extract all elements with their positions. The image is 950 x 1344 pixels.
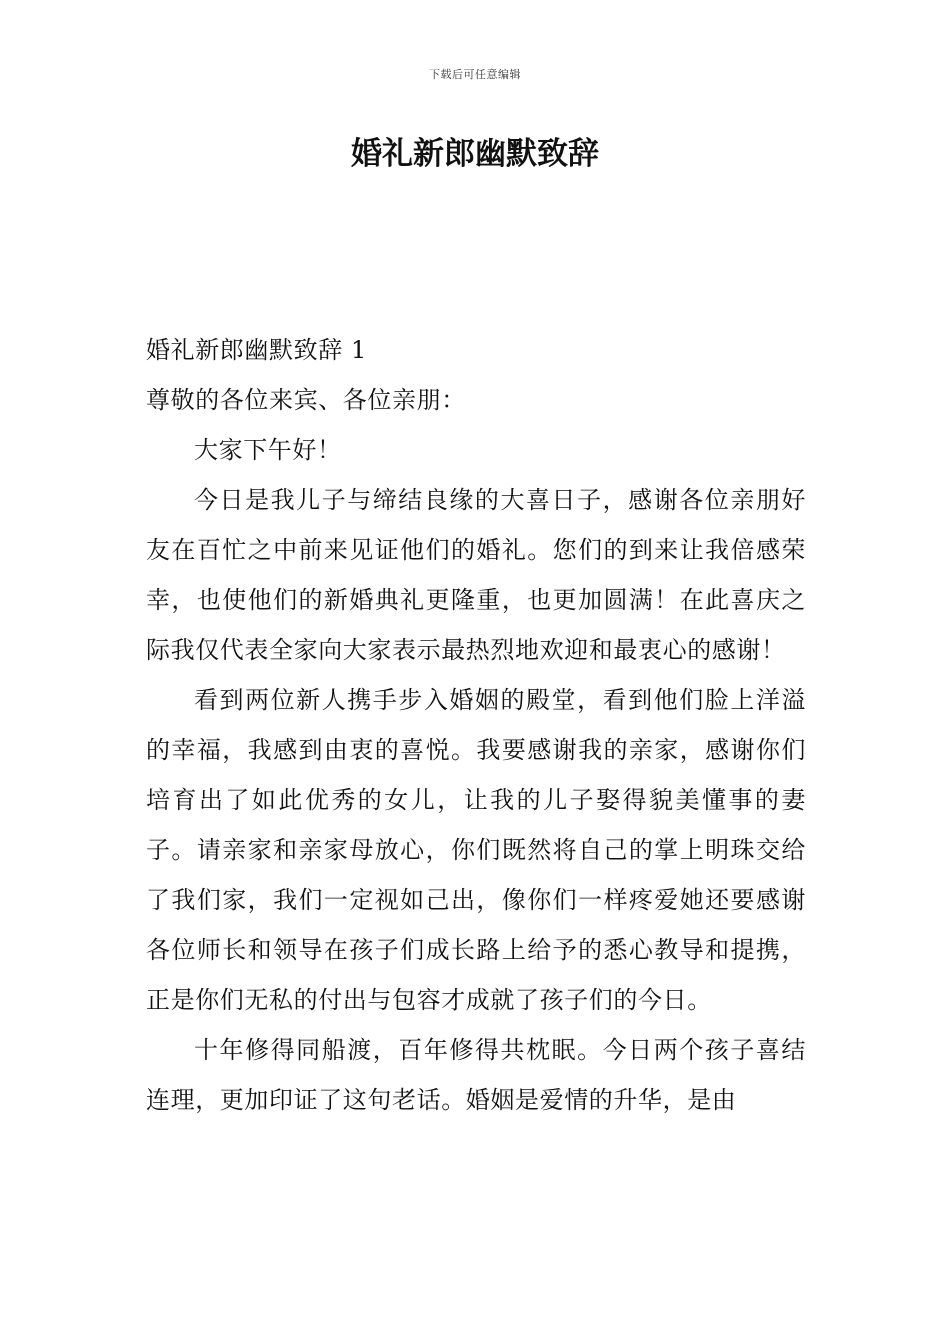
paragraph-greeting: 大家下午好！ (194, 436, 342, 464)
paragraph-thanks: 今日是我儿子与缔结良缘的大喜日子，感谢各位亲朋好友在百忙之中前来见证他们的婚礼。您们的到来让我倍感荣幸，也使他们的新婚典礼更隆重，也更加圆满！在此喜庆之际我仅代表全家向大家表示最热烈地欢迎和最衷心的感谢！ (146, 486, 806, 664)
document-title: 婚礼新郎幽默致辞 (351, 136, 599, 172)
paragraph-in-laws: 看到两位新人携手步入婚姻的殿堂，看到他们脸上洋溢的幸福，我感到由衷的喜悦。我要感谢我的亲家，感谢你们培育出了如此优秀的女儿，让我的儿子娶得貌美懂事的妻子。请亲家和亲家母放心，你们既然将自己的掌上明珠交给了我们家，我们一定视如己出，像你们一样疼爱她还要感谢各位师长和领导在孩子们成长路上给予的悉心教导和提携，正是你们无私的付出与包容才成就了孩子们的今日。 (146, 686, 806, 1014)
salutation: 尊敬的各位来宾、各位亲朋： (146, 386, 466, 414)
header-note: 下载后可任意编辑 (429, 68, 521, 81)
section-heading: 婚礼新郎幽默致辞 1 (146, 336, 367, 364)
document-body (146, 325, 806, 1125)
paragraph-marriage: 十年修得同船渡，百年修得共枕眠。今日两个孩子喜结连理，更加印证了这句老话。婚姻是爱情的升华，是由 (146, 1036, 806, 1114)
